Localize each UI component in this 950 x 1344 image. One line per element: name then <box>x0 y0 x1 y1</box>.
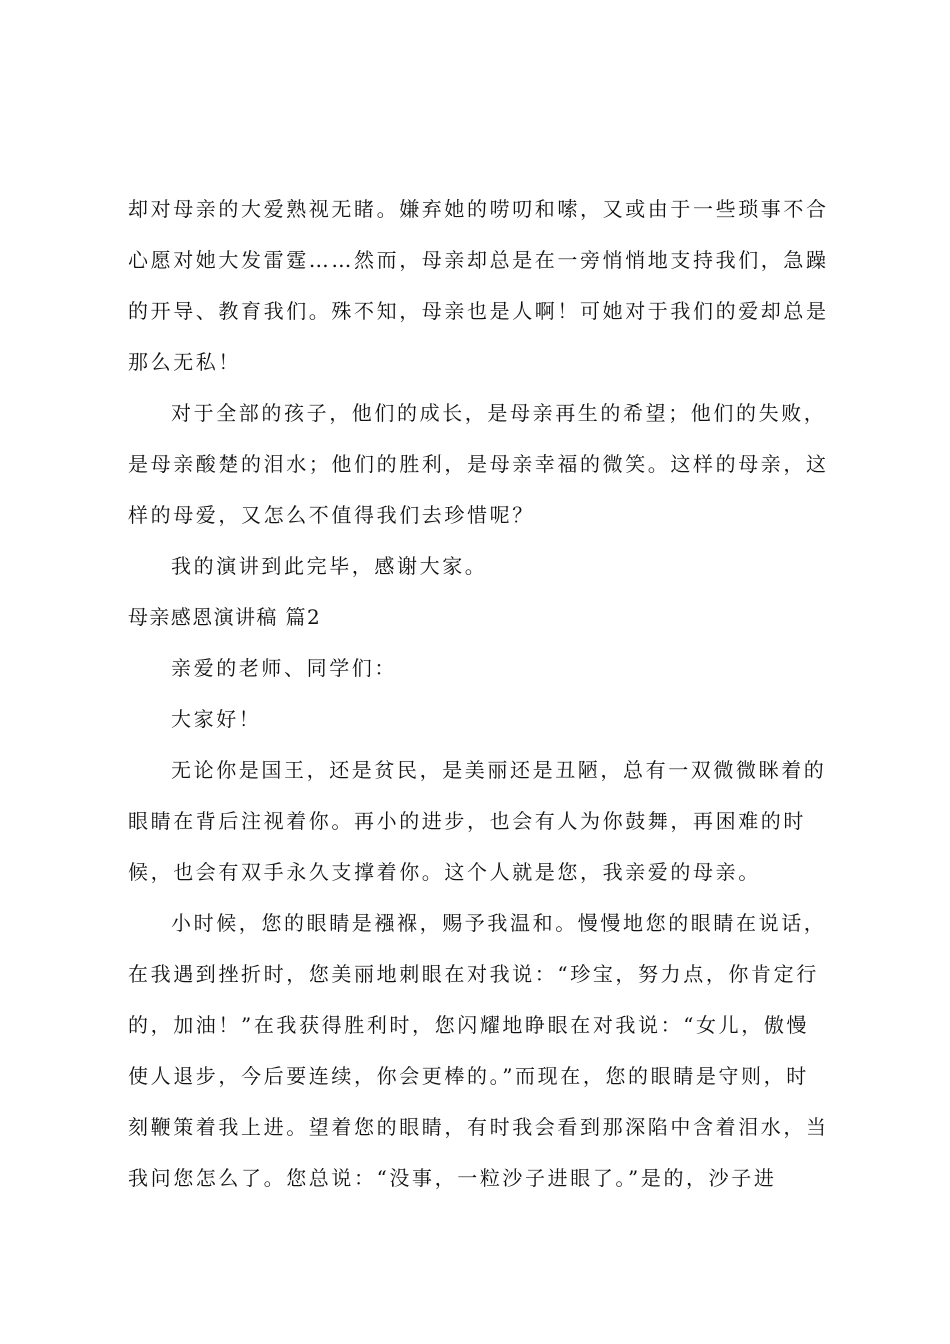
paragraph-line: 我问您怎么了。您总说：“没事，一粒沙子进眼了。”是的，沙子进 <box>128 1166 777 1190</box>
greeting-line: 大家好！ <box>171 707 262 731</box>
paragraph-line: 那么无私！ <box>128 350 241 374</box>
paragraph-line: 候，也会有双手永久支撑着你。这个人就是您，我亲爱的母亲。 <box>128 860 761 884</box>
paragraph-line: 使人退步，今后要连续，你会更棒的。”而现在，您的眼睛是守则，时 <box>128 1064 809 1088</box>
paragraph-line: 眼睛在背后注视着你。再小的进步，也会有人为你鼓舞，再困难的时 <box>128 809 806 833</box>
salutation-line: 亲爱的老师、同学们： <box>171 656 397 680</box>
paragraph-line: 心愿对她大发雷霆……然而，母亲却总是在一旁悄悄地支持我们，急躁 <box>128 248 829 272</box>
paragraph-line: 是母亲酸楚的泪水；他们的胜利，是母亲幸福的微笑。这样的母亲，这 <box>128 452 829 476</box>
paragraph-line: 无论你是国王，还是贫民，是美丽还是丑陋，总有一双微微眯着的 <box>171 758 827 782</box>
document-body <box>128 184 838 1204</box>
paragraph-line: 的，加油！”在我获得胜利时，您闪耀地睁眼在对我说：“女儿，傲慢 <box>128 1013 810 1037</box>
paragraph-line: 小时候，您的眼睛是襁褓，赐予我温和。慢慢地您的眼睛在说话， <box>171 911 827 935</box>
paragraph-line: 样的母爱，又怎么不值得我们去珍惜呢？ <box>128 503 535 527</box>
paragraph-line: 刻鞭策着我上进。望着您的眼睛，有时我会看到那深陷中含着泪水，当 <box>128 1115 829 1139</box>
paragraph-line: 的开导、教育我们。殊不知，母亲也是人啊！可她对于我们的爱却总是 <box>128 299 829 323</box>
paragraph-line: 却对母亲的大爱熟视无睹。嫌弃她的唠叨和嗦，又或由于一些琐事不合 <box>128 197 829 221</box>
paragraph-line: 在我遇到挫折时，您美丽地刺眼在对我说：“珍宝，努力点，你肯定行 <box>128 962 819 986</box>
paragraph-line: 我的演讲到此完毕，感谢大家。 <box>171 554 488 578</box>
section-heading: 母亲感恩演讲稿 篇2 <box>128 605 322 629</box>
paragraph-line: 对于全部的孩子，他们的成长，是母亲再生的希望；他们的失败， <box>171 401 827 425</box>
